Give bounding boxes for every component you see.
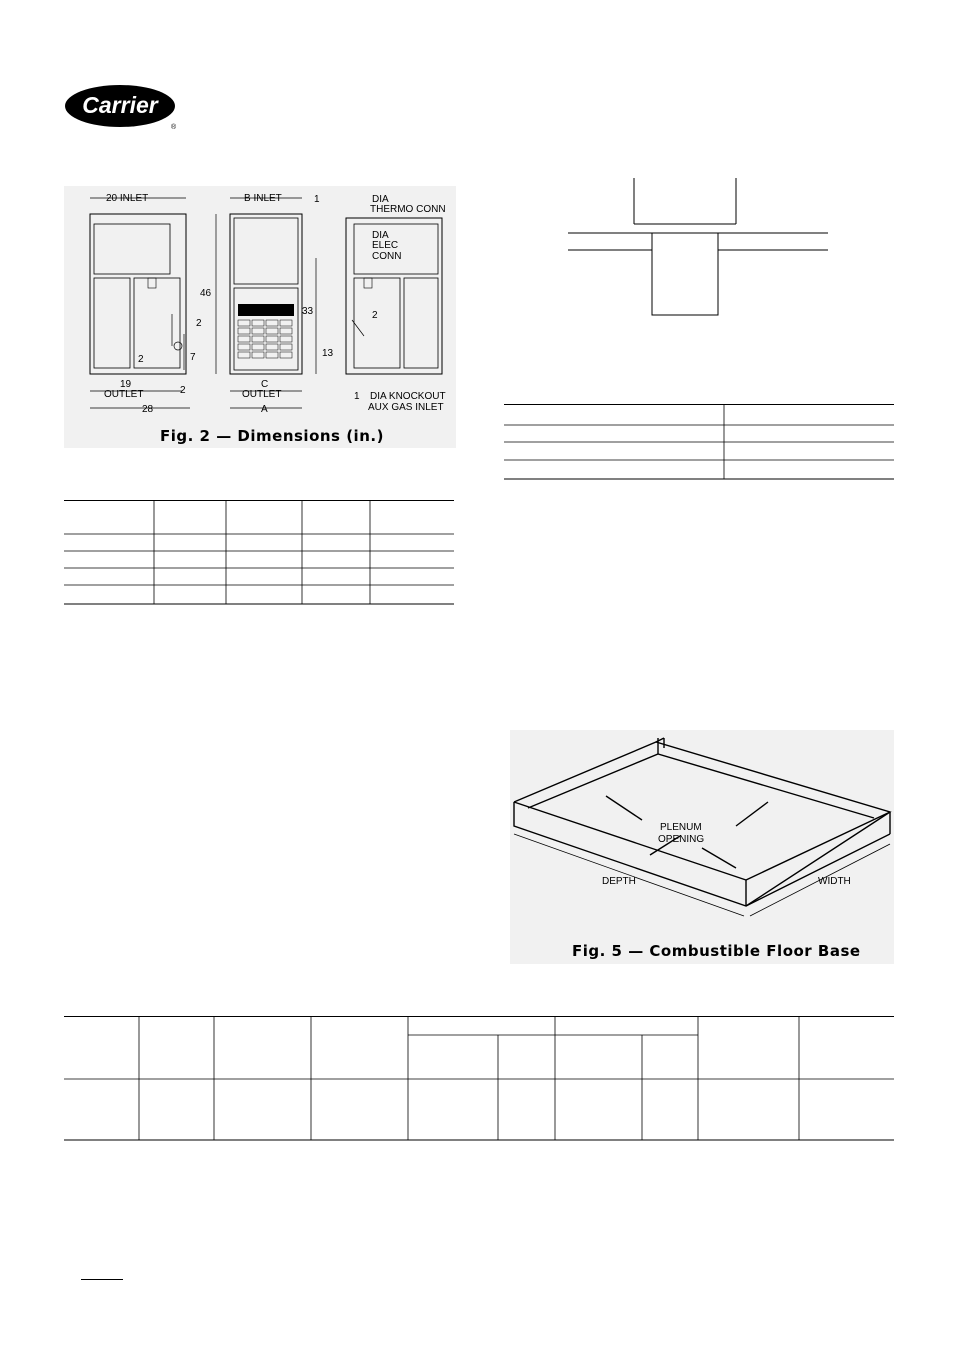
- dim-height-33: 33: [302, 306, 314, 317]
- dim-knockout-line1: DIA KNOCKOUT: [370, 391, 446, 402]
- dim-elec-conn: CONN: [372, 251, 402, 262]
- dim-height-46: 46: [200, 288, 212, 299]
- fig2-dimensions: [64, 186, 456, 448]
- dim-outlet-19-label: OUTLET: [104, 389, 144, 400]
- dim-2-quarter: 2: [196, 318, 202, 329]
- dim-2-side: 2: [180, 385, 186, 396]
- plenum-sketch-drawing: [568, 178, 830, 318]
- footer-rule: [81, 1279, 123, 1280]
- dim-elec-dia: DIA: [372, 230, 389, 241]
- fig2-drawing: [64, 186, 456, 448]
- dim-elec-elec: ELEC: [372, 240, 399, 251]
- table-upper-right: [504, 404, 894, 480]
- dim-knockout-1: 1: [354, 391, 360, 402]
- table-bottom: [64, 1016, 894, 1142]
- fig5-plenum-line1: PLENUM: [660, 822, 702, 833]
- fig2-caption: Fig. 2 — Dimensions (in.): [160, 427, 384, 445]
- plenum-sketch: [568, 178, 830, 318]
- table-upper-right-grid: [504, 404, 894, 480]
- carrier-logo-text: Carrier: [82, 92, 158, 118]
- fig5-width: WIDTH: [818, 876, 851, 887]
- dim-c: C: [261, 379, 269, 390]
- dim-thermo-conn: THERMO CONN: [370, 204, 446, 215]
- dim-c-outlet: OUTLET: [242, 389, 282, 400]
- dim-a: A: [261, 404, 268, 415]
- carrier-logo-mark: [64, 82, 182, 132]
- dim-b-inlet: B INLET: [244, 193, 282, 204]
- table-bottom-grid: [64, 1016, 894, 1142]
- fig5-drawing: [510, 730, 894, 964]
- dim-height-13: 13: [322, 348, 334, 359]
- table-left: [64, 500, 454, 606]
- dim-height-7: 7: [190, 352, 196, 363]
- dim-outlet-19: 19: [120, 379, 132, 390]
- registered-mark: ®: [171, 124, 177, 131]
- dim-width-28: 28: [142, 404, 154, 415]
- table-left-grid: [64, 500, 454, 606]
- dim-thermo-dia: DIA: [372, 194, 389, 205]
- dim-inlet-20: 20 INLET: [106, 193, 149, 204]
- fig5-floor-base: [510, 730, 894, 964]
- fig5-plenum-line2: OPENING: [658, 834, 705, 845]
- dim-2-13-16: 2: [372, 310, 378, 321]
- carrier-logo: [64, 82, 182, 132]
- dim-1-half: 1: [314, 194, 320, 205]
- fig5-caption: Fig. 5 — Combustible Floor Base: [572, 942, 861, 960]
- dim-2-eighth: 2: [138, 354, 144, 365]
- fig5-depth: DEPTH: [602, 876, 636, 887]
- dim-knockout-line2: AUX GAS INLET: [368, 402, 444, 413]
